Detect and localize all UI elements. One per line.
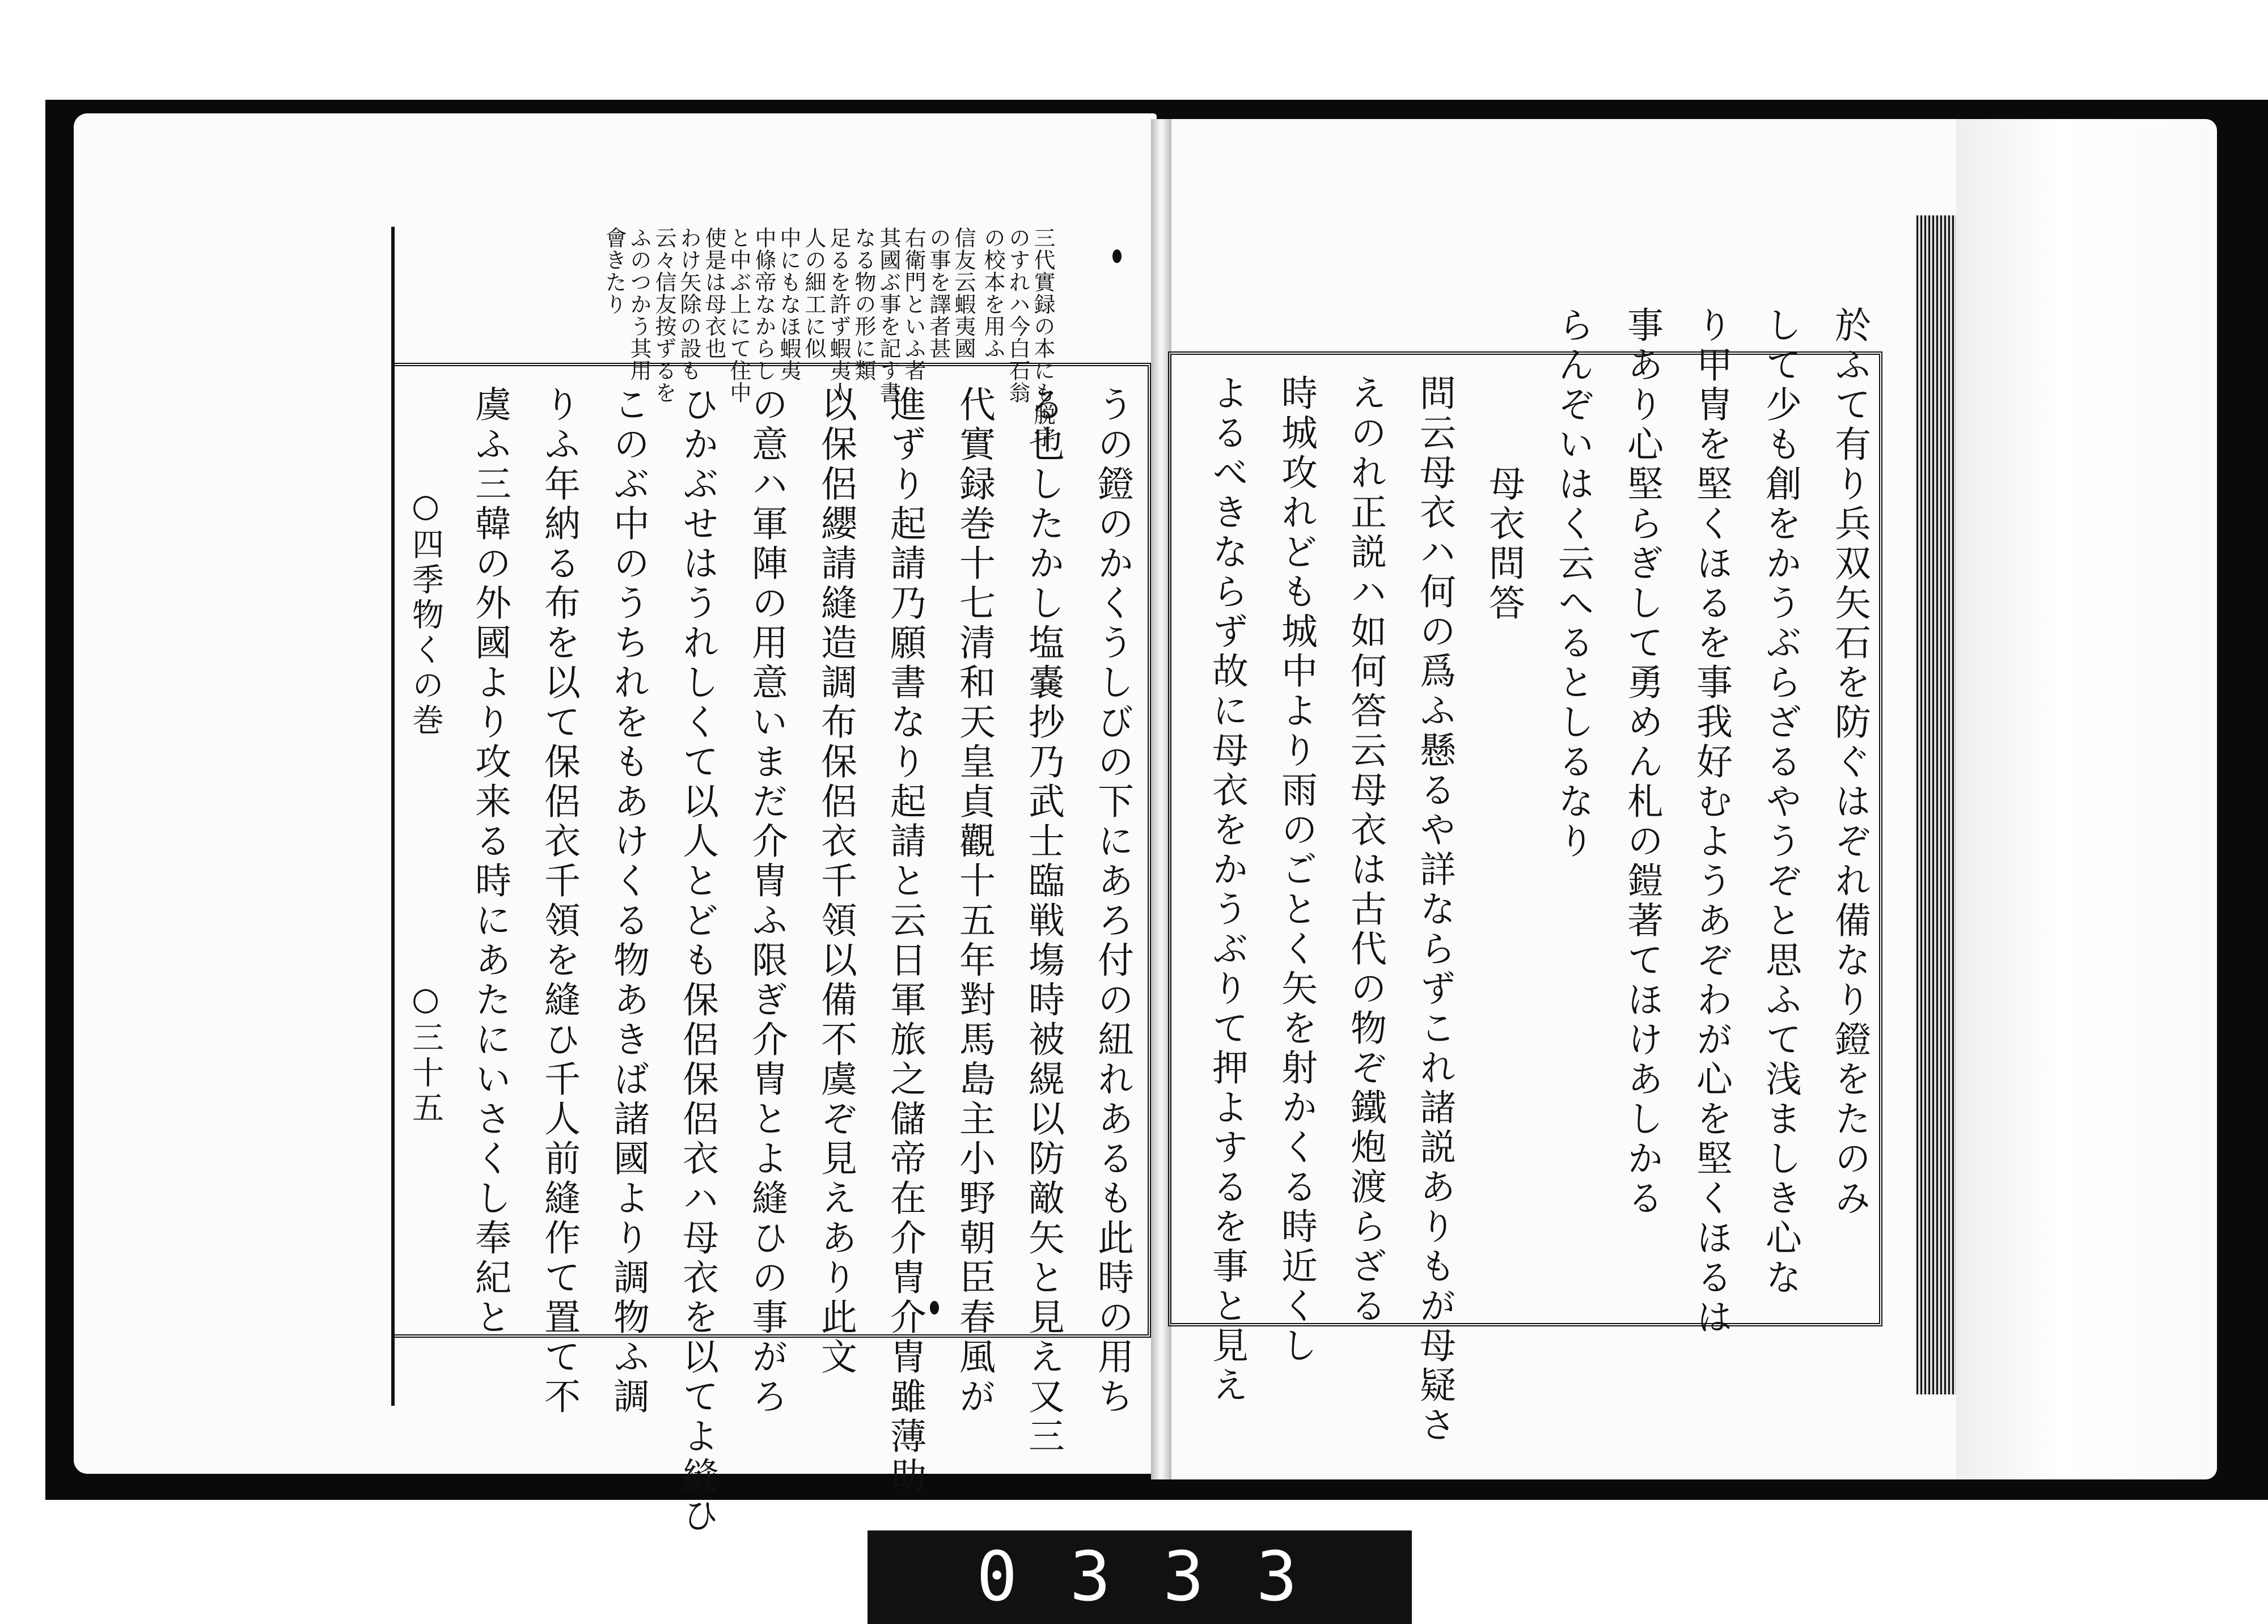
- header-note-column: 云々信友按ずるを: [651, 227, 676, 404]
- header-note-column: 人の細工に似: [801, 227, 826, 359]
- frame-number: 0 3 3 3: [976, 1538, 1303, 1617]
- header-note-column: のすれハ今白石翁: [1005, 227, 1030, 404]
- body-text-column: このぶ中のうちれをもあけくる物あきば諸國より調物ふ調: [607, 385, 649, 1417]
- header-note-column: と中ぶ上にて住中: [726, 227, 751, 404]
- body-text-column: 於ふて有り兵双矢石を防ぐはぞれ備なり鐙をたのみ: [1829, 306, 1871, 1219]
- header-note-column: 中にもなほ蝦夷: [776, 227, 801, 381]
- body-text-column: 虞ふ三韓の外國より攻来る時にあたにいさくし奉紀と: [469, 385, 511, 1338]
- header-note-column: 三代實録の本にも脱字: [1030, 227, 1055, 448]
- body-text-column: りふ年納る布を以て保侶衣千領を縫ひ千人前縫作て置て不: [538, 385, 580, 1417]
- body-text-column: 時城攻れども城中より雨のごとく矢を射かくる時近くし: [1275, 374, 1317, 1366]
- body-text-column: よるべきならず故に母衣をかうぶりて押よするを事と見え: [1206, 374, 1248, 1406]
- header-note-column: 足るを許ず蝦夷人: [826, 227, 851, 404]
- header-note-column: 其國ぶ事を記す書: [876, 227, 901, 404]
- page-edge-stack: [1916, 215, 1956, 1394]
- body-text-column: 進ずり起請乃願書なり起請と云日軍旅之儲帝在介冑介冑雖薄助: [884, 385, 926, 1496]
- header-note-column: 使是は母衣也: [701, 227, 726, 359]
- ink-mark: [930, 1301, 939, 1315]
- body-text-column: 事あり心堅らぎして勇めん札の鎧著てほけあしかる: [1621, 306, 1663, 1219]
- header-note-column: 會きたり: [602, 227, 627, 315]
- body-text-column: 代實録巻十七清和天皇貞觀十五年對馬島主小野朝臣春風が: [953, 385, 995, 1417]
- header-note-column: なる物の形に類: [851, 227, 876, 381]
- body-text-column: る也したかし塩嚢抄乃武士臨戦塲時被縨以防敵矢と見え又三: [1022, 385, 1064, 1457]
- header-note-column: 中條帝なからし: [751, 227, 776, 381]
- body-text-column: 以保侶纓請縫造調布保侶衣千領以備不虞ぞ見えあり此文: [815, 385, 857, 1377]
- header-note-column: 信友云蝦夷國: [951, 227, 976, 359]
- body-text-column: 問云母衣ハ何の爲ふ懸るや詳ならずこれ諸説ありもが母疑さ: [1414, 374, 1455, 1445]
- body-text-column: えのれ正説ハ如何答云母衣は古代の物ぞ鐵炮渡らざる: [1344, 374, 1386, 1326]
- chapter-title: ○四季物くの巻: [407, 487, 444, 739]
- body-text-column: して少も創をかうぶらざるやうぞと思ふて浅ましき心な: [1759, 306, 1801, 1298]
- body-text-column: り甲冑を堅くほるを事我好むようあぞわが心を堅くほるは: [1690, 306, 1732, 1338]
- right-fore-edge: [1956, 119, 2217, 1479]
- header-note-column: 右衛門といふ者: [901, 227, 926, 381]
- header-note-column: ふのつかう其用: [627, 227, 651, 381]
- body-text-column: ひかぶせはうれしくて以人とども保侶保侶衣ハ母衣を以てよ縫ひ: [676, 385, 718, 1536]
- header-note-column: わけ矢除の設も: [676, 227, 701, 381]
- header-note-column: の校本を用ふ: [980, 227, 1005, 359]
- header-note-column: の事を譯者甚: [926, 227, 951, 359]
- body-text-column: うの鐙のかくうしびの下にあろ付の紐れあるも此時の用ち: [1091, 385, 1133, 1417]
- ink-mark: [1112, 249, 1122, 263]
- body-text-column: の意ハ軍陣の用意いまだ介冑ふ限ぎ介冑とよ縫ひの事がろ: [746, 385, 788, 1417]
- section-heading: 母衣問答: [1483, 465, 1525, 624]
- page-folio: ○三十五: [407, 981, 444, 1126]
- body-text-column: らんぞいはく云へるとしるなり: [1552, 306, 1594, 862]
